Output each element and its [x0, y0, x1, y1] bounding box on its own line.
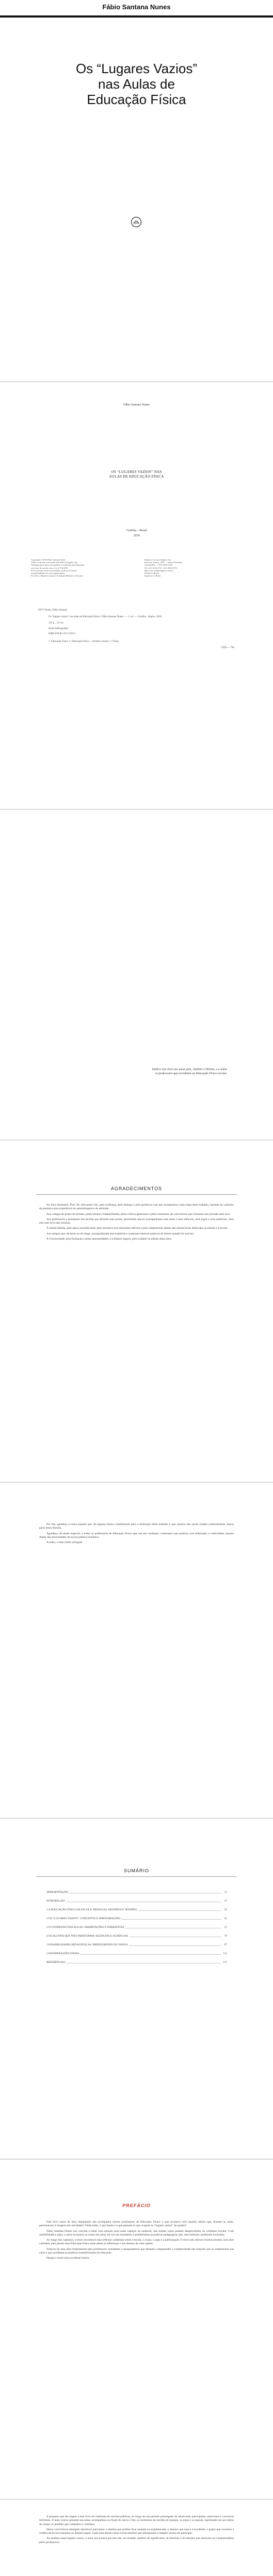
catalog-line: Inclui bibliografias [49, 627, 69, 630]
toc-label: 1 A EDUCAÇÃO FÍSICA NA ESCOLA: PRÁTICAS, SENTIDOS E TENSÕES [46, 1908, 137, 1911]
acknowledgements-title: AGRADECIMENTOS [110, 1186, 163, 1191]
toc-item[interactable] [46, 1900, 227, 1903]
preface-text [39, 2221, 234, 2262]
heading-rule [36, 1194, 237, 1195]
credit-line: Printed in Brazil [144, 572, 159, 575]
dedication-page [0, 810, 273, 1140]
acknowledgements-page [0, 1141, 273, 1482]
toc-page: 17 [224, 1900, 227, 1903]
ficha-title [0, 470, 273, 479]
catalog-line: Os “lugares vazios” nas aulas de Educação Física / Fábio Santana Nunes. — 1. ed. — Curitiba : Appris, 2018. [49, 615, 162, 618]
ficha-title-line: AULAS DE EDUCAÇÃO FÍSICA [109, 474, 164, 479]
toc-label: REFERÊNCIAS [46, 1961, 66, 1964]
credit-line: Curitiba/PR — CEP: 82015-630 [144, 564, 173, 567]
ficha-credits-left [31, 558, 134, 577]
toc-label: 3 O COTIDIANO DAS AULAS: OBSERVAÇÕES E NARRATIVAS [46, 1926, 124, 1929]
credit-line: Impresso no Brasil [144, 574, 161, 578]
acknowledgements-text [39, 1204, 234, 1243]
paragraph: Por fim, agradeço a todos aqueles que, de alguma forma, contribuíram para a realização deste trabalho e que, mesmo não sendo citados nominalmente, fazem parte desta história. [39, 1523, 234, 1530]
catalog-line: 123 p. ; 23 cm [49, 622, 63, 624]
cover-title [0, 61, 273, 107]
cover-title-line: Os “Lugares Vazios” [75, 61, 198, 76]
table-of-contents [46, 1891, 227, 1970]
catalog-line: CDD — 796 [221, 647, 234, 649]
dedication-text: Dedico este livro aos meus pais, Antônio e Helena, e a todos os professores que acreditam na Educação Física escolar. [152, 1068, 227, 1075]
cover-title-line: Educação Física [87, 92, 186, 107]
paragraph: Aos amigos que, de perto ou de longe, acompanharam esta trajetória e souberam oferecer palavras de ânimo quando foi preciso. [46, 1232, 195, 1235]
preface-continued-text [39, 2515, 234, 2546]
paragraph: Desejo a todos uma excelente leitura. [46, 2257, 90, 2260]
toc-page: 117 [223, 1961, 227, 1964]
cover-page [0, 0, 273, 381]
toc-label: APRESENTAÇÃO [46, 1891, 69, 1894]
credit-line: Todos os direitos reservados pela Editora Appris Ltda. [31, 561, 78, 564]
toc-label: 4 OS ALUNOS QUE NÃO PARTICIPAM: SILÊNCIOS E AUSÊNCIAS [46, 1935, 129, 1938]
credit-line: Copyright © 2018 Fábio Santana Nunes [31, 558, 66, 561]
catalog-line: ISBN 978-85-473-1591-0 [49, 633, 75, 635]
summary-title: SUMÁRIO [123, 1868, 149, 1873]
toc-item[interactable] [46, 1952, 227, 1956]
ficha-credits-right [144, 558, 248, 577]
credit-line: responsabilidade de seus organizadores. [31, 572, 66, 575]
credit-line: Rua José Tomasi, 1065 — Santa Felicidade [144, 561, 182, 564]
toc-item[interactable] [46, 1926, 227, 1929]
paragraph: Fábio Santana Nunes nos convida a olhar com atenção para esses espaços de ausência, que muitas vezes passam despercebidos no cotidiano escolar. Com sensibilidade e rigor, o autor reconstrói as cenas das aulas, dá voz aos estudantes e problematiza as práticas pedagógicas que, sem intenção, produzem exclusões. [39, 2229, 234, 2236]
cover-author: Fábio Santana Nunes [102, 3, 171, 11]
credit-line: http://www.editoraappris.com.br/ [144, 569, 173, 572]
catalog-record [38, 609, 234, 650]
paragraph: A pesquisa que dá origem a este livro foi realizada em escolas públicas, ao longo de um período prolongado de observação participante, entrevistas e conversas informais. O autor esteve presente nas aulas, acompanhou os rituais de início e fim, os momentos de escolha de equipes, os jogos e as pausas, registrando em seu diário de campo os detalhes que compõem o cotidiano. [39, 2515, 234, 2526]
cover-title-line: nas Aulas de [98, 76, 175, 92]
toc-item[interactable] [46, 1908, 227, 1912]
credit-line: Se incorreções forem encontradas, serão de exclusiva [31, 569, 77, 572]
catalog-line: N972 Nunes, Fábio Santana [38, 609, 68, 612]
credit-line: Tel: (41) 3156-4731 | (41) 3030-4570 [144, 566, 177, 569]
paragraph: Ao meu orientador, Prof. Dr. Alexandre Vaz, pela confiança, pelo diálogo e pela paciência com que acompanhou cada etapa deste trabalho, fazendo do caminho da pesquisa uma experiência de aprendizagem e de amizade. [39, 1204, 234, 1211]
acknowledgements-continued-page [0, 1483, 273, 1818]
toc-label: CONSIDERAÇÕES FINAIS [46, 1952, 79, 1955]
paragraph: Ao analisar esses lugares vazios, o autor nos mostra que eles são, na verdade, repletos de significados, de histórias e de relações que merecem ser compreendidas pelos professores. [39, 2537, 234, 2544]
toc-page: 41 [224, 1917, 227, 1920]
toc-item[interactable] [46, 1891, 227, 1894]
paragraph: À minha família, pelo apoio incondicional, pelo incentivo nos momentos difíceis e pela compreensão diante das muitas horas dedicadas ao estudo e à escrita. [46, 1227, 228, 1230]
paragraph: Aos colegas do grupo de estudos, pelas leituras compartilhadas, pelas críticas generosas e pelos momentos de convivência que tornaram esta jornada mais leve. [46, 1212, 231, 1216]
heading-rule [36, 1876, 237, 1877]
toc-label: 5 POSSIBILIDADES PEDAGÓGICAS: PREENCHENDO OS VAZIOS [46, 1943, 128, 1946]
paragraph: Trata-se de uma obra fundamental para professores, estudantes e pesquisadores que desejam compreender a complexidade das relações que se estabelecem nas aulas e que acreditam na potência transformadora da educação. [39, 2247, 234, 2255]
toc-page: 97 [224, 1943, 227, 1946]
toc-page: 25 [224, 1908, 227, 1911]
toc-label: 2 OS “LUGARES VAZIOS”: CONCEITOS E APROXIMAÇÕES [46, 1917, 121, 1920]
toc-item[interactable] [46, 1961, 227, 1964]
ficha-year: 2018 [133, 534, 140, 537]
toc-page: 57 [224, 1926, 227, 1929]
paragraph: À Universidade, pela formação e pelas oportunidades, e à Editora Appris, pelo cuidado na edição desta obra. [46, 1238, 172, 1241]
acknowledgements-continued-text [39, 1523, 234, 1546]
summary-page [0, 1819, 273, 2159]
ficha-author: Fábio Santana Nunes [123, 403, 150, 406]
credit-line: Nenhuma parte desta obra poderá ser utilizada indevidamente, [31, 564, 85, 567]
paragraph: Este livro nasce de uma inquietação que acompanha muitos professores de Educação Física: o que acontece com aqueles alunos que, durante as aulas, permanecem à margem das atividades? Onde estão, o que fazem e o que pensam os que ocupam os “lugares vazios” da quadra? [39, 2221, 234, 2228]
catalog-line: 1. Educação Física. 2. Educação Física — Estudo e ensino. I. Título. [49, 640, 119, 643]
toc-page: 79 [224, 1935, 227, 1938]
credit-line: Foi feito o Depósito Legal na Fundação Biblioteca Nacional [31, 574, 83, 578]
credit-line: Editora e Livraria Appris Ltda. [144, 558, 171, 561]
paragraph: Agradeço, de modo especial, a todos os professores de Educação Física que, em seu cotidiano, constroem suas práticas com dedicação e criatividade, mesmo diante das adversidades da escola pública brasileira. [39, 1532, 234, 1539]
credit-line: sem estar de acordo com a Lei nº 9.610/98. [31, 566, 69, 569]
preface-page [0, 2160, 273, 2499]
preface-title: PREFÁCIO [122, 2203, 151, 2208]
toc-label: INTRODUÇÃO [46, 1900, 65, 1903]
ficha-title-line: OS “LUGARES VAZIOS” NAS [111, 470, 162, 474]
preface-continued-page [0, 2500, 273, 2576]
appris-logo-icon [131, 216, 142, 228]
toc-item[interactable] [46, 1917, 227, 1921]
ficha-city: Curitiba – Brasil [126, 529, 147, 532]
cataloguing-page [0, 382, 273, 809]
paragraph: Aos professores e estudantes das escolas que abriram suas portas, permitindo que eu acompanhasse suas aulas e seus silêncios, seus jogos e suas ausências. Sem eles este livro não existiria. [39, 1217, 234, 1225]
paragraph: A todos, o meu muito obrigado. [46, 1541, 84, 1545]
paragraph: Dessa convivência emergem narrativas marcantes: a menina que prefere ficar sentada na arquibancada, o menino que nunca é escolhido, o grupo que conversa à sombra da árvore enquanto os demais jogam. Cada uma dessas cenas revela sentidos que ultrapassam a simples recusa em participar. [39, 2528, 234, 2535]
toc-item[interactable] [46, 1935, 227, 1938]
toc-item[interactable] [46, 1943, 227, 1947]
toc-page: 13 [224, 1891, 227, 1894]
paragraph: Ao longo dos capítulos, o leitor encontrará uma reflexão cuidadosa sobre a escola, o corpo, o jogo e a participação. O texto não oferece receitas prontas, mas abre caminhos para pensar uma Educação Física mais atenta às diferenças e aos desejos de cada sujeito. [39, 2239, 234, 2246]
toc-page: 111 [223, 1952, 227, 1955]
cover-rule-top [0, 15, 273, 18]
